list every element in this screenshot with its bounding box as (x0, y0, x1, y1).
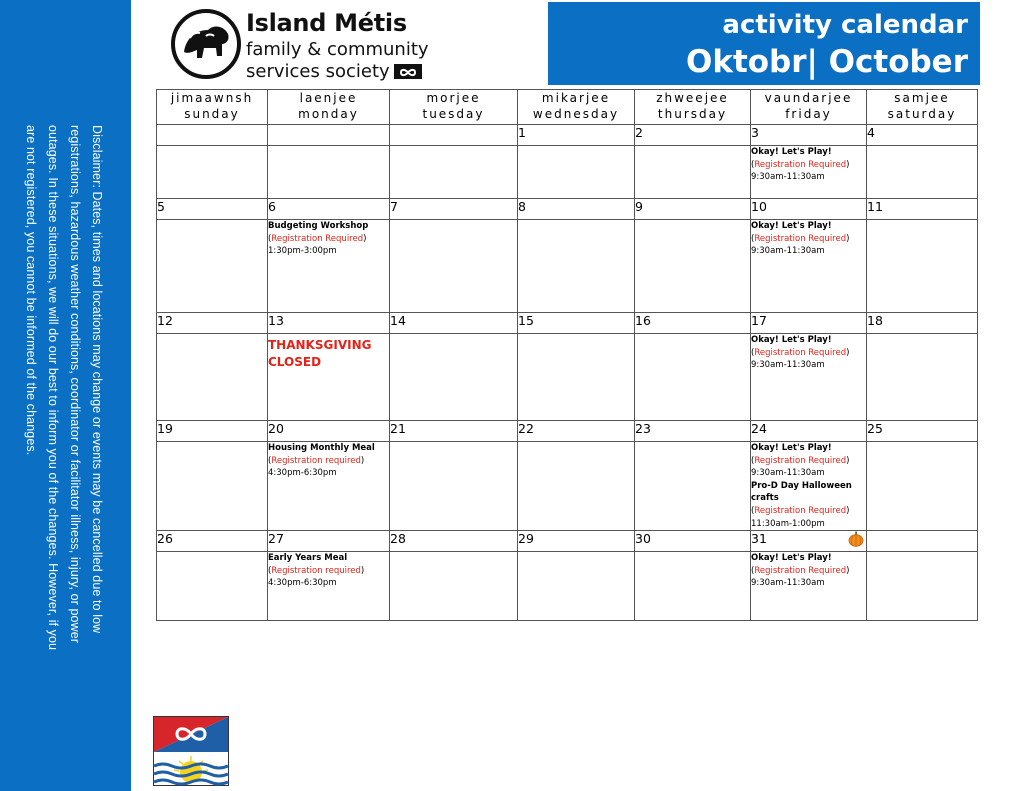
event-time: 4:30pm-6:30pm (268, 578, 337, 589)
holiday-line-1: THANKSGIVING (268, 338, 372, 352)
week-5-dates (157, 531, 978, 552)
event-registration: (Registration required) (268, 455, 365, 466)
date-cell: 10 (751, 199, 867, 220)
event-time: 1:30pm-3:00pm (268, 246, 337, 257)
date-cell: 12 (157, 313, 268, 334)
week-5-events (157, 552, 978, 621)
week-1-dates (157, 125, 978, 146)
registration-note: Registration required (271, 455, 361, 466)
event-cell (390, 552, 518, 621)
holiday-line-2: CLOSED (268, 355, 322, 369)
date-cell (390, 125, 518, 146)
event-cell (867, 146, 978, 199)
date-cell: 14 (390, 313, 518, 334)
event-cell (390, 334, 518, 421)
disclaimer-container (18, 125, 108, 665)
registration-note: Registration Required (754, 347, 847, 358)
date-cell: 25 (867, 421, 978, 442)
event-cell-early-years-meal (268, 552, 390, 621)
left-sidebar (0, 0, 131, 791)
event-cell (635, 220, 751, 313)
infinity-icon (394, 64, 422, 79)
date-cell (867, 531, 978, 552)
event-registration: (Registration required) (268, 565, 365, 576)
week-4-events (157, 442, 978, 531)
date-cell: 24 (751, 421, 867, 442)
date-cell: 3 (751, 125, 867, 146)
event-registration: (Registration Required) (751, 347, 850, 358)
date-cell: 9 (635, 199, 751, 220)
event-cell-okay-lets-play (751, 334, 867, 421)
event-cell-okay-lets-play (751, 146, 867, 199)
logo-line-3-text: services society (246, 61, 390, 82)
event-time: 9:30am-11:30am (751, 468, 825, 479)
registration-note: Registration Required (754, 233, 847, 244)
bison-emblem-icon (170, 8, 242, 80)
day-michif: mikarjee (541, 91, 611, 105)
event-title: Okay! Let's Play! (751, 443, 832, 453)
date-cell: 21 (390, 421, 518, 442)
event-registration: (Registration Required) (751, 159, 850, 170)
event-cell (518, 334, 635, 421)
date-cell: 8 (518, 199, 635, 220)
pumpkin-icon (848, 531, 864, 547)
date-cell-31 (751, 531, 867, 552)
event-registration: (Registration Required) (751, 505, 850, 516)
date-cell (268, 125, 390, 146)
organization-logo (170, 5, 430, 85)
day-english: sunday (184, 107, 240, 121)
event-cell (157, 146, 268, 199)
event-cell-budgeting-workshop (268, 220, 390, 313)
week-3-events (157, 334, 978, 421)
event-registration: (Registration Required) (751, 233, 850, 244)
date-cell: 18 (867, 313, 978, 334)
event-cell (867, 552, 978, 621)
event-cell (518, 442, 635, 531)
day-michif: laenjee (299, 91, 358, 105)
event-cell (157, 334, 268, 421)
event-title: Okay! Let's Play! (751, 335, 832, 345)
event-registration: (Registration Required) (268, 233, 367, 244)
day-english: friday (785, 107, 832, 121)
date-cell: 16 (635, 313, 751, 334)
event-cell-okay-lets-play (751, 552, 867, 621)
date-cell (157, 125, 268, 146)
week-1-events (157, 146, 978, 199)
registration-note: Registration Required (754, 159, 847, 170)
day-english: monday (298, 107, 359, 121)
date-cell: 29 (518, 531, 635, 552)
disclaimer-text: Disclaimer: Dates, times and locations may change or events may be cancelled due to low registrations, hazardous weather conditions, coordinator or facilitator illness, injury, or power outages. In these situations, we will do our best to inform you of the changes. However, if you are not registered, you cannot be informed of the changes. (24, 125, 104, 651)
registration-note: Registration Required (271, 233, 364, 244)
event-title: Budgeting Workshop (268, 221, 369, 231)
date-cell: 27 (268, 531, 390, 552)
event-time: 4:30pm-6:30pm (268, 468, 337, 479)
event-cell (518, 552, 635, 621)
date-cell: 1 (518, 125, 635, 146)
week-4-dates (157, 421, 978, 442)
event-cell (867, 334, 978, 421)
date-cell: 23 (635, 421, 751, 442)
event-cell (518, 220, 635, 313)
day-english: tuesday (422, 107, 485, 121)
event-registration: (Registration Required) (751, 565, 850, 576)
week-2-events (157, 220, 978, 313)
week-3-dates (157, 313, 978, 334)
event-cell (867, 442, 978, 531)
event-cell (635, 552, 751, 621)
event-cell-friday-24 (751, 442, 867, 531)
day-michif: jimaawnsh (170, 91, 254, 105)
event-title: Okay! Let's Play! (751, 147, 832, 157)
date-cell: 26 (157, 531, 268, 552)
event-cell-thanksgiving (268, 334, 390, 421)
event-title-prod-day: Pro-D Day Halloween crafts (751, 480, 852, 504)
date-cell: 13 (268, 313, 390, 334)
event-registration: (Registration Required) (751, 455, 850, 466)
day-header-thursday (635, 90, 751, 125)
day-header-tuesday (390, 90, 518, 125)
day-english: thursday (657, 107, 728, 121)
banner-subtitle: activity calendar (722, 10, 968, 40)
date-cell: 5 (157, 199, 268, 220)
date-cell: 19 (157, 421, 268, 442)
title-banner (548, 2, 980, 85)
event-title: Okay! Let's Play! (751, 553, 832, 564)
date-cell: 2 (635, 125, 751, 146)
event-cell (867, 220, 978, 313)
event-time: 11:30am-1:00pm (751, 518, 825, 529)
registration-note: Registration Required (754, 455, 847, 466)
week-2-dates (157, 199, 978, 220)
calendar-table (156, 89, 978, 621)
registration-note: Registration required (271, 565, 361, 576)
event-cell-housing-meal (268, 442, 390, 531)
day-header-sunday (157, 90, 268, 125)
date-number: 31 (751, 531, 767, 547)
event-time: 9:30am-11:30am (751, 360, 825, 371)
day-michif: vaundarjee (764, 91, 853, 105)
day-english: saturday (887, 107, 957, 121)
event-cell (635, 442, 751, 531)
event-cell (157, 220, 268, 313)
banner-title: Oktobr| October (685, 44, 968, 80)
date-cell: 17 (751, 313, 867, 334)
event-cell (390, 442, 518, 531)
day-header-row (157, 90, 978, 125)
metis-bc-flag-icon (153, 716, 229, 786)
holiday-label (268, 337, 389, 371)
date-cell: 28 (390, 531, 518, 552)
registration-note: Registration Required (754, 505, 847, 516)
day-michif: samjee (894, 91, 950, 105)
event-time: 9:30am-11:30am (751, 578, 825, 589)
event-cell (635, 146, 751, 199)
logo-line-3 (246, 61, 422, 82)
event-cell (157, 442, 268, 531)
date-cell: 6 (268, 199, 390, 220)
event-cell-okay-lets-play (751, 220, 867, 313)
day-english: wednesday (532, 107, 620, 121)
logo-line-2: family & community (246, 39, 429, 60)
registration-note: Registration Required (754, 565, 847, 576)
event-cell (157, 552, 268, 621)
day-header-saturday (867, 90, 978, 125)
event-cell (518, 146, 635, 199)
day-header-friday (751, 90, 867, 125)
event-cell (390, 146, 518, 199)
day-header-monday (268, 90, 390, 125)
event-cell (635, 334, 751, 421)
date-cell: 4 (867, 125, 978, 146)
event-cell (390, 220, 518, 313)
date-cell: 22 (518, 421, 635, 442)
event-cell (268, 146, 390, 199)
day-michif: morjee (426, 91, 481, 105)
event-title: Okay! Let's Play! (751, 221, 832, 231)
event-time: 9:30am-11:30am (751, 246, 825, 257)
event-time: 9:30am-11:30am (751, 172, 825, 183)
event-title: Early Years Meal (268, 553, 348, 564)
event-title: Housing Monthly Meal (268, 443, 375, 453)
date-cell: 7 (390, 199, 518, 220)
day-header-wednesday (518, 90, 635, 125)
date-cell: 30 (635, 531, 751, 552)
logo-line-1: Island Métis (246, 9, 407, 37)
day-michif: zhweejee (656, 91, 729, 105)
date-cell: 20 (268, 421, 390, 442)
date-cell: 11 (867, 199, 978, 220)
date-cell: 15 (518, 313, 635, 334)
